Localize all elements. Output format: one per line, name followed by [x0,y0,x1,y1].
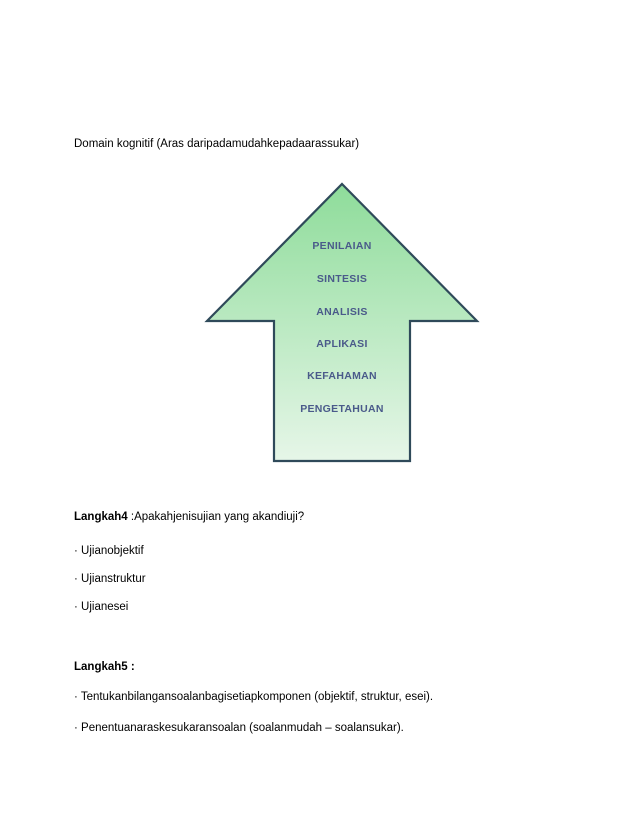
step5-label: Langkah5 : [74,661,135,673]
step4-item: · Ujianesei [74,601,129,613]
step5-item: · Penentuanaraskesukaransoalan (soalanmudah – soalansukar). [74,722,404,734]
step4-item: · Ujianstruktur [74,573,146,585]
step4-line [74,510,304,524]
level-aplikasi: APLIKASI [316,338,368,350]
step5-item: · Tentukanbilangansoalanbagisetiapkomponen (objektif, struktur, esei). [74,691,434,703]
level-kefahaman: KEFAHAMAN [307,370,377,382]
up-arrow-shape [207,184,477,461]
step4-item: · Ujianobjektif [74,545,144,557]
step4-label: Langkah4 [74,511,128,523]
level-sintesis: SINTESIS [316,273,368,285]
level-analisis: ANALISIS [316,306,368,318]
heading: Domain kognitif (Aras daripadamudahkepadaarassukar) [74,138,360,150]
step4-question: :Apakahjenisujian yang akandiuji? [127,511,305,523]
level-pengetahuan: PENGETAHUAN [300,403,384,415]
level-penilaian: PENILAIAN [312,240,372,252]
